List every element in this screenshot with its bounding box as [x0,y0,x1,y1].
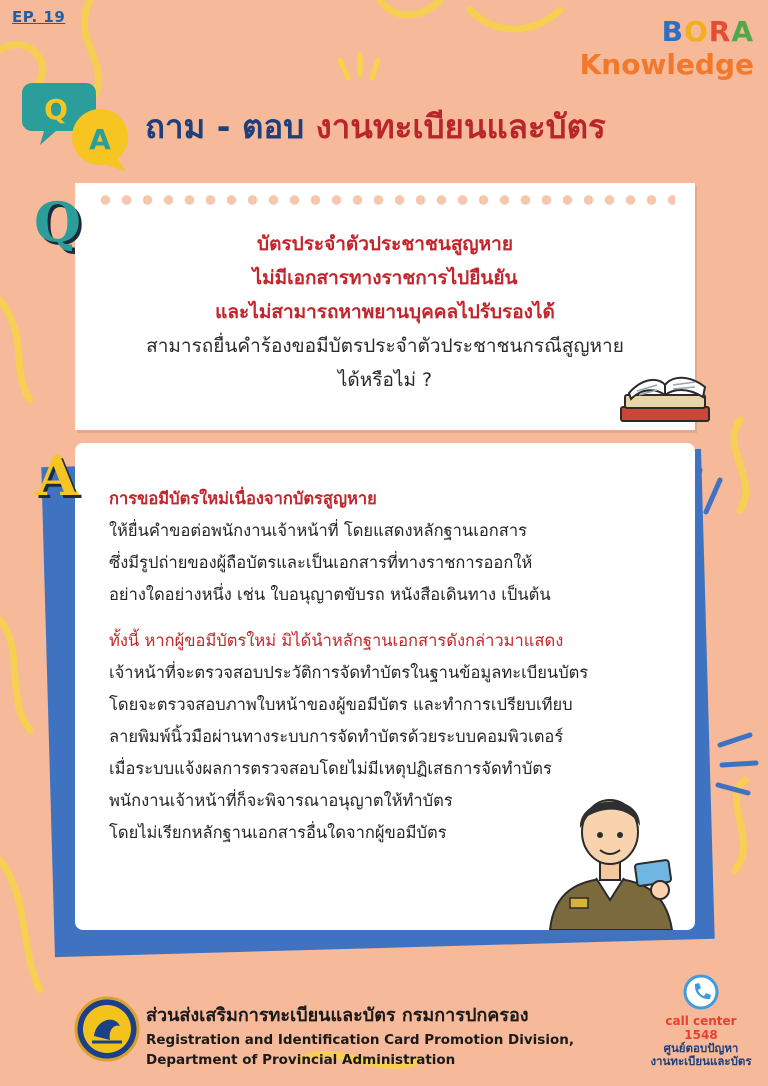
phone-icon [683,974,719,1010]
brand-letter: A [731,15,754,48]
qa-icon-q: Q [44,93,68,126]
call-center [646,974,756,1068]
brand-bora [580,15,754,48]
answer-line: เมื่อระบบแจ้งผลการตรวจสอบโดยไม่มีเหตุปฏิเสธการจัดทำบัตร [109,759,552,778]
footer-organization [146,1000,574,1069]
answer-line: ซึ่งมีรูปถ่ายของผู้ถือบัตรและเป็นเอกสารที่ทางราชการออกให้ [109,553,533,572]
call-center-thai: งานทะเบียนและบัตร [650,1054,752,1068]
question-card [75,183,695,430]
call-center-label: call center [665,1014,737,1028]
question-red-line: ไม่มีเอกสารทางราชการไปยืนยัน [252,267,518,289]
books-icon [615,355,715,435]
q-badge-icon: Q [34,190,82,254]
notebook-holes [95,193,675,207]
question-red-line: และไม่สามารถหาพยานบุคคลไปรับรองได้ [215,301,555,323]
a-badge-icon: A [36,444,78,508]
qa-icon-a: A [89,123,111,156]
brand-logo [579,15,754,82]
footer-org-english: Registration and Identification Card Promotion Division, [146,1032,574,1048]
officer-illustration [540,780,680,930]
footer-org-english: Department of Provincial Administration [146,1052,456,1068]
brand-letter: O [683,15,709,48]
answer-lead: ทั้งนี้ หากผู้ขอมีบัตรใหม่ มิได้นำหลักฐานเอกสารดังกล่าวมาแสดง [109,631,564,650]
brand-letter: R [708,15,732,48]
call-center-number: 1548 [684,1028,718,1042]
title-part1: ถาม - ตอบ [145,107,305,146]
answer-line: ลายพิมพ์นิ้วมือผ่านทางระบบการจัดทำบัตรด้วยระบบคอมพิวเตอร์ [109,727,564,746]
answer-line: โดยจะตรวจสอบภาพใบหน้าของผู้ขอมีบัตร และทำการเปรียบเทียบ [109,695,573,714]
answer-line: โดยไม่เรียกหลักฐานเอกสารอื่นใดจากผู้ขอมีบัตร [109,823,447,842]
page-title [145,100,606,153]
footer-org-thai: ส่วนส่งเสริมการทะเบียนและบัตร กรมการปกครอง [146,1005,529,1026]
brand-letter: B [661,15,684,48]
question-text [75,227,695,397]
question-line: สามารถยื่นคำร้องขอมีบัตรประจำตัวประชาชนกรณีสูญหาย [146,335,624,357]
episode-label: EP. 19 [12,8,66,26]
answer-subtitle: การขอมีบัตรใหม่เนื่องจากบัตรสูญหาย [109,489,377,508]
qa-speech-bubbles-icon [20,75,135,175]
answer-line: ให้ยื่นคำขอต่อพนักงานเจ้าหน้าที่ โดยแสดงหลักฐานเอกสาร [109,521,527,540]
question-line: ได้หรือไม่ ? [337,369,433,391]
answer-line: เจ้าหน้าที่จะตรวจสอบประวัติการจัดทำบัตรในฐานข้อมูลทะเบียนบัตร [109,663,589,682]
answer-line: อย่างใดอย่างหนึ่ง เช่น ใบอนุญาตขับรถ หนังสือเดินทาง เป็นต้น [109,585,551,604]
call-center-thai: ศูนย์ตอบปัญหา [663,1041,739,1055]
question-red-line: บัตรประจำตัวประชาชนสูญหาย [257,233,513,255]
title-part2: งานทะเบียนและบัตร [315,107,606,146]
answer-line: พนักงานเจ้าหน้าที่ก็จะพิจารณาอนุญาตให้ทำบัตร [109,791,453,810]
department-seal-icon [74,996,140,1062]
brand-knowledge: Knowledge [579,48,754,81]
